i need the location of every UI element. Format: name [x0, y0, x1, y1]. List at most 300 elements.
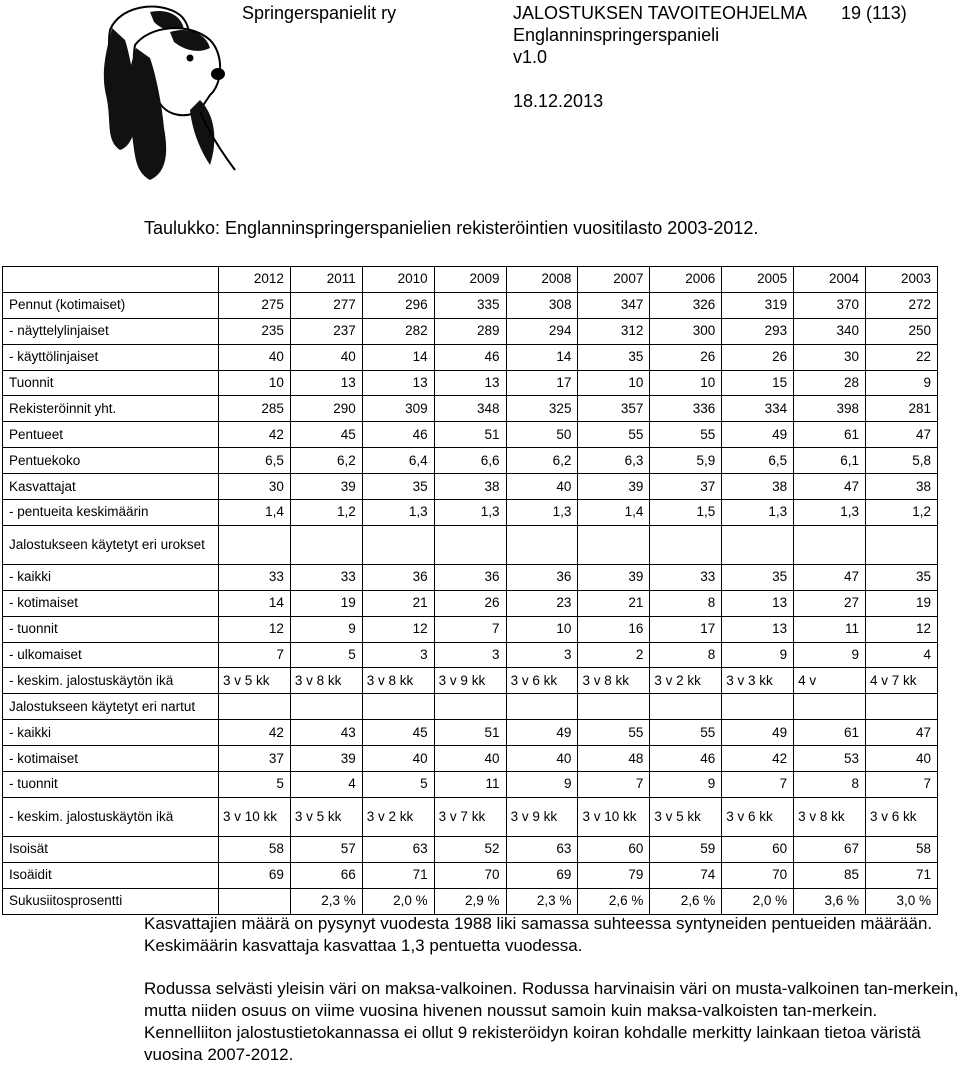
table-cell [290, 694, 362, 720]
table-cell: 293 [722, 318, 794, 344]
table-cell: 21 [362, 590, 434, 616]
table-cell: 3 v 8 kk [794, 797, 866, 836]
table-cell: 10 [578, 370, 650, 396]
year-header-cell: 2003 [866, 267, 938, 293]
table-cell: 39 [290, 474, 362, 500]
table-cell: 40 [290, 344, 362, 370]
table-cell: 3,0 % [866, 888, 938, 914]
table-row [3, 396, 938, 422]
table-cell: 30 [219, 474, 291, 500]
table-cell: 49 [722, 422, 794, 448]
table-cell [578, 525, 650, 564]
table-cell: 38 [434, 474, 506, 500]
table-cell [219, 694, 291, 720]
table-row [3, 746, 938, 772]
table-cell [219, 888, 291, 914]
row-label-cell: Isoisät [3, 836, 219, 862]
table-cell: 3 v 9 kk [506, 797, 578, 836]
table-cell: 13 [722, 590, 794, 616]
table-cell: 319 [722, 292, 794, 318]
table-cell [434, 525, 506, 564]
table-cell: 347 [578, 292, 650, 318]
table-cell [290, 525, 362, 564]
table-cell: 5 [290, 642, 362, 668]
table-cell: 2,6 % [650, 888, 722, 914]
table-cell: 277 [290, 292, 362, 318]
table-cell: 7 [219, 642, 291, 668]
table-cell: 60 [722, 836, 794, 862]
table-cell [362, 694, 434, 720]
table-cell: 1,4 [219, 500, 291, 526]
table-cell: 370 [794, 292, 866, 318]
table-cell: 3 v 10 kk [219, 797, 291, 836]
table-cell: 50 [506, 422, 578, 448]
table-cell: 46 [434, 344, 506, 370]
table-cell: 11 [434, 772, 506, 798]
table-row [3, 318, 938, 344]
table-cell: 5,8 [866, 448, 938, 474]
table-cell: 17 [650, 616, 722, 642]
table-cell: 8 [794, 772, 866, 798]
table-cell: 36 [434, 564, 506, 590]
year-header-cell: 2004 [794, 267, 866, 293]
row-label-cell: Jalostukseen käytetyt eri urokset [3, 525, 219, 564]
table-cell: 334 [722, 396, 794, 422]
table-cell: 3 v 10 kk [578, 797, 650, 836]
table-cell: 42 [219, 720, 291, 746]
table-cell: 63 [362, 836, 434, 862]
table-cell: 348 [434, 396, 506, 422]
table-cell: 3 [362, 642, 434, 668]
table-cell: 27 [794, 590, 866, 616]
table-cell: 309 [362, 396, 434, 422]
breed-name: Englanninspringerspanieli [513, 25, 720, 45]
table-cell: 1,5 [650, 500, 722, 526]
table-cell: 47 [794, 474, 866, 500]
table-cell: 10 [219, 370, 291, 396]
table-cell: 60 [578, 836, 650, 862]
row-label-cell: - kaikki [3, 720, 219, 746]
table-cell: 59 [650, 836, 722, 862]
table-cell: 6,1 [794, 448, 866, 474]
table-cell: 3 v 3 kk [722, 668, 794, 694]
table-cell: 398 [794, 396, 866, 422]
table-row [3, 797, 938, 836]
table-cell: 79 [578, 862, 650, 888]
table-cell: 8 [650, 642, 722, 668]
table-row [3, 370, 938, 396]
table-cell: 1,3 [434, 500, 506, 526]
paragraph-colors: Rodussa selvästi yleisin väri on maksa-valkoinen. Rodussa harvinaisin väri on musta-valkoinen tan-merkein, mutta niiden osuus on viime vuosina hivenen noussut samoin kuin maksa-valkoisten tan-merkein. Kennelliiton jalostustietokannassa ei ollut 9 rekisteröidyn koiran kohdalle merkitty lainkaan tietoa väristä vuosina 2007-2012. [144, 979, 959, 1064]
table-cell: 1,2 [290, 500, 362, 526]
table-cell: 282 [362, 318, 434, 344]
table-cell: 35 [866, 564, 938, 590]
table-cell [866, 525, 938, 564]
table-cell: 42 [722, 746, 794, 772]
table-cell: 308 [506, 292, 578, 318]
table-cell [362, 525, 434, 564]
table-cell [650, 694, 722, 720]
table-cell: 69 [219, 862, 291, 888]
table-cell: 40 [506, 746, 578, 772]
table-cell: 12 [219, 616, 291, 642]
table-cell: 63 [506, 836, 578, 862]
table-cell [578, 694, 650, 720]
table-cell: 26 [722, 344, 794, 370]
table-cell: 3 v 8 kk [362, 668, 434, 694]
table-cell: 3 v 6 kk [722, 797, 794, 836]
table-cell: 35 [578, 344, 650, 370]
year-header-cell: 2009 [434, 267, 506, 293]
table-cell: 26 [434, 590, 506, 616]
table-cell: 46 [650, 746, 722, 772]
table-cell: 55 [650, 720, 722, 746]
table-cell: 289 [434, 318, 506, 344]
table-row [3, 616, 938, 642]
table-cell: 37 [219, 746, 291, 772]
table-cell: 2,3 % [290, 888, 362, 914]
table-cell: 13 [434, 370, 506, 396]
table-cell: 69 [506, 862, 578, 888]
row-label-cell: - kotimaiset [3, 746, 219, 772]
table-cell: 71 [362, 862, 434, 888]
row-label-cell: Pentueet [3, 422, 219, 448]
table-row [3, 668, 938, 694]
table-cell: 340 [794, 318, 866, 344]
table-cell: 15 [722, 370, 794, 396]
page-number: 19 (113) [841, 3, 907, 23]
table-cell: 71 [866, 862, 938, 888]
table-cell: 12 [362, 616, 434, 642]
table-cell: 2,0 % [722, 888, 794, 914]
table-cell: 14 [219, 590, 291, 616]
table-cell: 33 [290, 564, 362, 590]
table-cell: 5 [362, 772, 434, 798]
table-cell: 37 [650, 474, 722, 500]
table-cell: 3 [506, 642, 578, 668]
table-cell: 8 [650, 590, 722, 616]
header-corner-cell [3, 267, 219, 293]
table-row [3, 720, 938, 746]
table-caption: Taulukko: Englanninspringerspanielien rekisteröintien vuositilasto 2003-2012. [144, 218, 759, 238]
table-cell: 325 [506, 396, 578, 422]
table-cell: 326 [650, 292, 722, 318]
table-cell: 4 [866, 642, 938, 668]
table-row [3, 564, 938, 590]
year-header-cell: 2012 [219, 267, 291, 293]
table-cell: 39 [578, 474, 650, 500]
table-cell: 237 [290, 318, 362, 344]
table-cell: 61 [794, 422, 866, 448]
table-cell: 6,5 [722, 448, 794, 474]
table-cell: 10 [650, 370, 722, 396]
table-cell: 4 v 7 kk [866, 668, 938, 694]
table-cell: 26 [650, 344, 722, 370]
table-cell: 294 [506, 318, 578, 344]
table-cell: 250 [866, 318, 938, 344]
document-version: v1.0 [513, 47, 548, 67]
row-label-cell: Kasvattajat [3, 474, 219, 500]
table-cell: 21 [578, 590, 650, 616]
table-cell: 6,2 [506, 448, 578, 474]
table-cell [506, 694, 578, 720]
organization-name: Springerspanielit ry [242, 3, 397, 23]
table-cell: 19 [866, 590, 938, 616]
table-cell: 3 v 8 kk [290, 668, 362, 694]
table-cell: 7 [434, 616, 506, 642]
table-cell: 36 [362, 564, 434, 590]
table-cell: 55 [578, 422, 650, 448]
table-cell: 4 [290, 772, 362, 798]
table-cell: 38 [722, 474, 794, 500]
table-cell: 9 [794, 642, 866, 668]
table-cell: 45 [362, 720, 434, 746]
table-cell: 14 [506, 344, 578, 370]
table-row [3, 888, 938, 914]
table-cell: 336 [650, 396, 722, 422]
table-cell: 85 [794, 862, 866, 888]
table-cell: 33 [219, 564, 291, 590]
year-header-cell: 2011 [290, 267, 362, 293]
table-cell: 11 [794, 616, 866, 642]
table-cell: 23 [506, 590, 578, 616]
table-cell: 67 [794, 836, 866, 862]
row-label-cell: Tuonnit [3, 370, 219, 396]
table-cell: 1,2 [866, 500, 938, 526]
table-cell: 9 [866, 370, 938, 396]
table-row [3, 344, 938, 370]
table-cell: 35 [362, 474, 434, 500]
table-cell: 3 v 7 kk [434, 797, 506, 836]
table-cell: 6,6 [434, 448, 506, 474]
table-cell: 5 [219, 772, 291, 798]
table-cell: 3 v 6 kk [866, 797, 938, 836]
row-label-cell: Pennut (kotimaiset) [3, 292, 219, 318]
table-cell: 52 [434, 836, 506, 862]
document-title: JALOSTUKSEN TAVOITEOHJELMA [513, 3, 808, 23]
row-label-cell: - kaikki [3, 564, 219, 590]
table-cell: 3 v 6 kk [506, 668, 578, 694]
table-cell: 272 [866, 292, 938, 318]
table-row [3, 422, 938, 448]
table-cell: 3,6 % [794, 888, 866, 914]
table-cell: 235 [219, 318, 291, 344]
table-cell: 40 [434, 746, 506, 772]
table-cell: 14 [362, 344, 434, 370]
table-row [3, 694, 938, 720]
table-cell: 51 [434, 422, 506, 448]
table-cell: 6,2 [290, 448, 362, 474]
row-label-cell: - tuonnit [3, 616, 219, 642]
table-cell: 2,6 % [578, 888, 650, 914]
table-row [3, 525, 938, 564]
year-header-cell: 2008 [506, 267, 578, 293]
table-row [3, 772, 938, 798]
table-cell: 13 [722, 616, 794, 642]
table-cell: 43 [290, 720, 362, 746]
paragraph-breeders: Kasvattajien määrä on pysynyt vuodesta 1988 liki samassa suhteessa syntyneiden pentueiden määrään. Keskimäärin kasvattaja kasvattaa 1,3 pentuetta vuodessa. [144, 914, 933, 955]
table-cell: 3 v 5 kk [650, 797, 722, 836]
table-cell: 58 [866, 836, 938, 862]
year-header-cell: 2007 [578, 267, 650, 293]
table-cell: 296 [362, 292, 434, 318]
table-cell: 49 [506, 720, 578, 746]
table-row [3, 836, 938, 862]
table-cell: 1,4 [578, 500, 650, 526]
row-label-cell: Sukusiitosprosentti [3, 888, 219, 914]
row-label-cell: - keskim. jalostuskäytön ikä [3, 797, 219, 836]
table-cell: 12 [866, 616, 938, 642]
row-label-cell: Isoäidit [3, 862, 219, 888]
table-body [3, 292, 938, 914]
table-cell: 30 [794, 344, 866, 370]
table-cell: 39 [290, 746, 362, 772]
row-label-cell: Rekisteröinnit yht. [3, 396, 219, 422]
table-row [3, 642, 938, 668]
table-cell [794, 694, 866, 720]
table-cell [794, 525, 866, 564]
table-row [3, 500, 938, 526]
table-cell: 45 [290, 422, 362, 448]
table-cell: 19 [290, 590, 362, 616]
table-cell: 3 v 5 kk [219, 668, 291, 694]
table-cell [722, 694, 794, 720]
table-cell: 9 [650, 772, 722, 798]
table-cell: 47 [866, 422, 938, 448]
table-cell: 10 [506, 616, 578, 642]
table-cell: 46 [362, 422, 434, 448]
table-cell: 55 [578, 720, 650, 746]
table-cell: 58 [219, 836, 291, 862]
table-cell: 70 [434, 862, 506, 888]
table-cell: 312 [578, 318, 650, 344]
table-cell [866, 694, 938, 720]
table-cell: 66 [290, 862, 362, 888]
table-cell: 9 [290, 616, 362, 642]
table-row [3, 590, 938, 616]
table-cell: 48 [578, 746, 650, 772]
table-cell: 2,0 % [362, 888, 434, 914]
table-cell: 3 [434, 642, 506, 668]
table-cell: 2,3 % [506, 888, 578, 914]
table-row [3, 474, 938, 500]
table-cell: 7 [722, 772, 794, 798]
row-label-cell: - näyttelylinjaiset [3, 318, 219, 344]
row-label-cell: - käyttölinjaiset [3, 344, 219, 370]
table-cell: 70 [722, 862, 794, 888]
table-cell: 17 [506, 370, 578, 396]
table-cell: 40 [506, 474, 578, 500]
table-cell: 6,5 [219, 448, 291, 474]
table-cell [650, 525, 722, 564]
table-cell: 40 [362, 746, 434, 772]
table-row [3, 292, 938, 318]
table-header-row [3, 267, 938, 293]
table-cell: 3 v 2 kk [362, 797, 434, 836]
table-row [3, 862, 938, 888]
table-cell [219, 525, 291, 564]
row-label-cell: - kotimaiset [3, 590, 219, 616]
table-cell: 7 [866, 772, 938, 798]
table-cell: 1,3 [794, 500, 866, 526]
table-cell: 53 [794, 746, 866, 772]
row-label-cell: Pentuekoko [3, 448, 219, 474]
table-cell: 275 [219, 292, 291, 318]
row-label-cell: - pentueita keskimäärin [3, 500, 219, 526]
table-cell: 49 [722, 720, 794, 746]
row-label-cell: - ulkomaiset [3, 642, 219, 668]
registration-statistics-table [2, 266, 938, 915]
table-cell: 1,3 [506, 500, 578, 526]
table-cell: 57 [290, 836, 362, 862]
table-cell: 7 [578, 772, 650, 798]
row-label-cell: - tuonnit [3, 772, 219, 798]
table-cell: 300 [650, 318, 722, 344]
table-cell: 47 [794, 564, 866, 590]
table-cell: 39 [578, 564, 650, 590]
table-cell: 28 [794, 370, 866, 396]
year-header-cell: 2006 [650, 267, 722, 293]
year-header-cell: 2005 [722, 267, 794, 293]
table-cell: 33 [650, 564, 722, 590]
table-cell: 2,9 % [434, 888, 506, 914]
table-cell: 285 [219, 396, 291, 422]
table-cell: 6,4 [362, 448, 434, 474]
table-cell: 51 [434, 720, 506, 746]
table-cell: 47 [866, 720, 938, 746]
table-cell: 9 [722, 642, 794, 668]
table-cell: 40 [866, 746, 938, 772]
table-cell: 3 v 5 kk [290, 797, 362, 836]
table-cell: 40 [219, 344, 291, 370]
table-cell: 357 [578, 396, 650, 422]
table-cell: 13 [362, 370, 434, 396]
table-cell: 5,9 [650, 448, 722, 474]
table-cell: 13 [290, 370, 362, 396]
year-header-cell: 2010 [362, 267, 434, 293]
table-cell: 74 [650, 862, 722, 888]
table-cell: 9 [506, 772, 578, 798]
table-cell: 1,3 [362, 500, 434, 526]
table-cell: 290 [290, 396, 362, 422]
table-cell: 3 v 9 kk [434, 668, 506, 694]
table-cell: 36 [506, 564, 578, 590]
table-cell: 2 [578, 642, 650, 668]
table-cell: 335 [434, 292, 506, 318]
table-cell: 4 v [794, 668, 866, 694]
table-cell: 3 v 8 kk [578, 668, 650, 694]
springer-spaniels-logo-icon [50, 0, 240, 190]
table-cell [434, 694, 506, 720]
table-cell: 6,3 [578, 448, 650, 474]
table-cell: 61 [794, 720, 866, 746]
table-cell [506, 525, 578, 564]
table-cell: 38 [866, 474, 938, 500]
table-cell: 42 [219, 422, 291, 448]
table-cell: 55 [650, 422, 722, 448]
table-cell: 1,3 [722, 500, 794, 526]
table-cell: 22 [866, 344, 938, 370]
table-row [3, 448, 938, 474]
table-cell [722, 525, 794, 564]
row-label-cell: - keskim. jalostuskäytön ikä [3, 668, 219, 694]
table-cell: 35 [722, 564, 794, 590]
table-cell: 281 [866, 396, 938, 422]
document-date: 18.12.2013 [513, 91, 604, 111]
table-cell: 16 [578, 616, 650, 642]
table-cell: 3 v 2 kk [650, 668, 722, 694]
row-label-cell: Jalostukseen käytetyt eri nartut [3, 694, 219, 720]
